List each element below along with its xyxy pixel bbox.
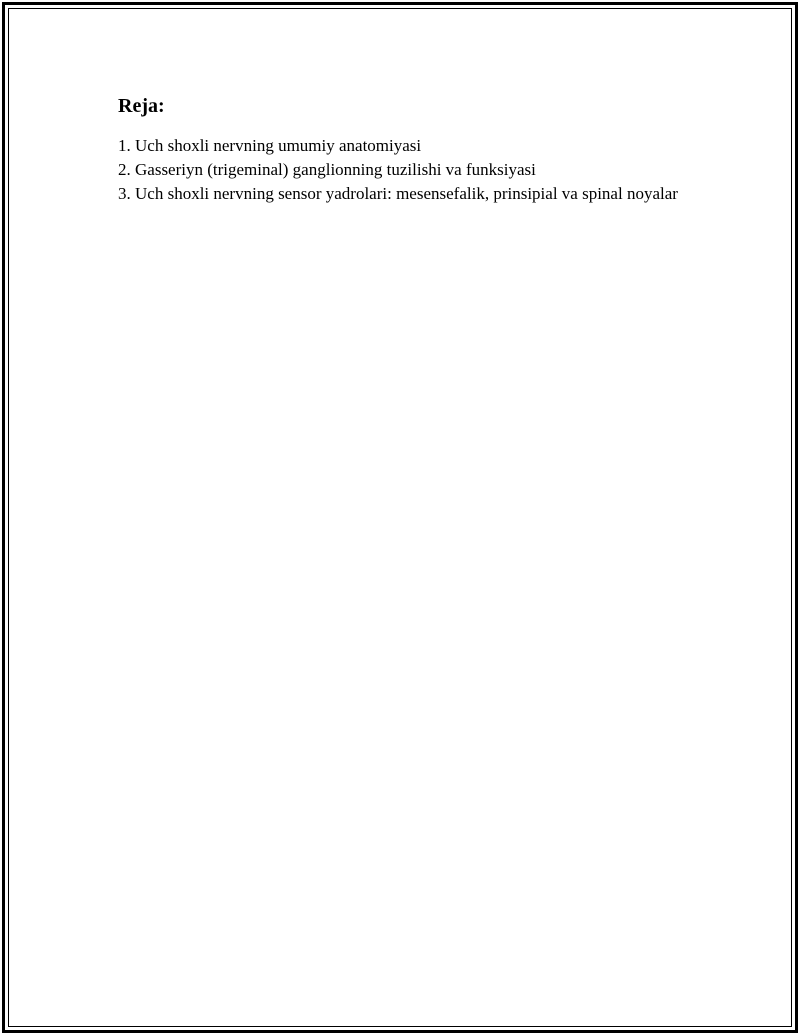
plan-heading: Reja: [118, 95, 165, 117]
plan-item-2: 2. Gasseriyn (trigeminal) ganglionning tuzilishi va funksiyasi [118, 160, 536, 179]
plan-item-1: 1. Uch shoxli nervning umumiy anatomiyasi [118, 136, 422, 155]
plan-item-3: 3. Uch shoxli nervning sensor yadrolari: mesensefalik, prinsipial va spinal noyalar [118, 184, 678, 203]
plan-list [118, 134, 678, 206]
page-content [118, 92, 678, 206]
